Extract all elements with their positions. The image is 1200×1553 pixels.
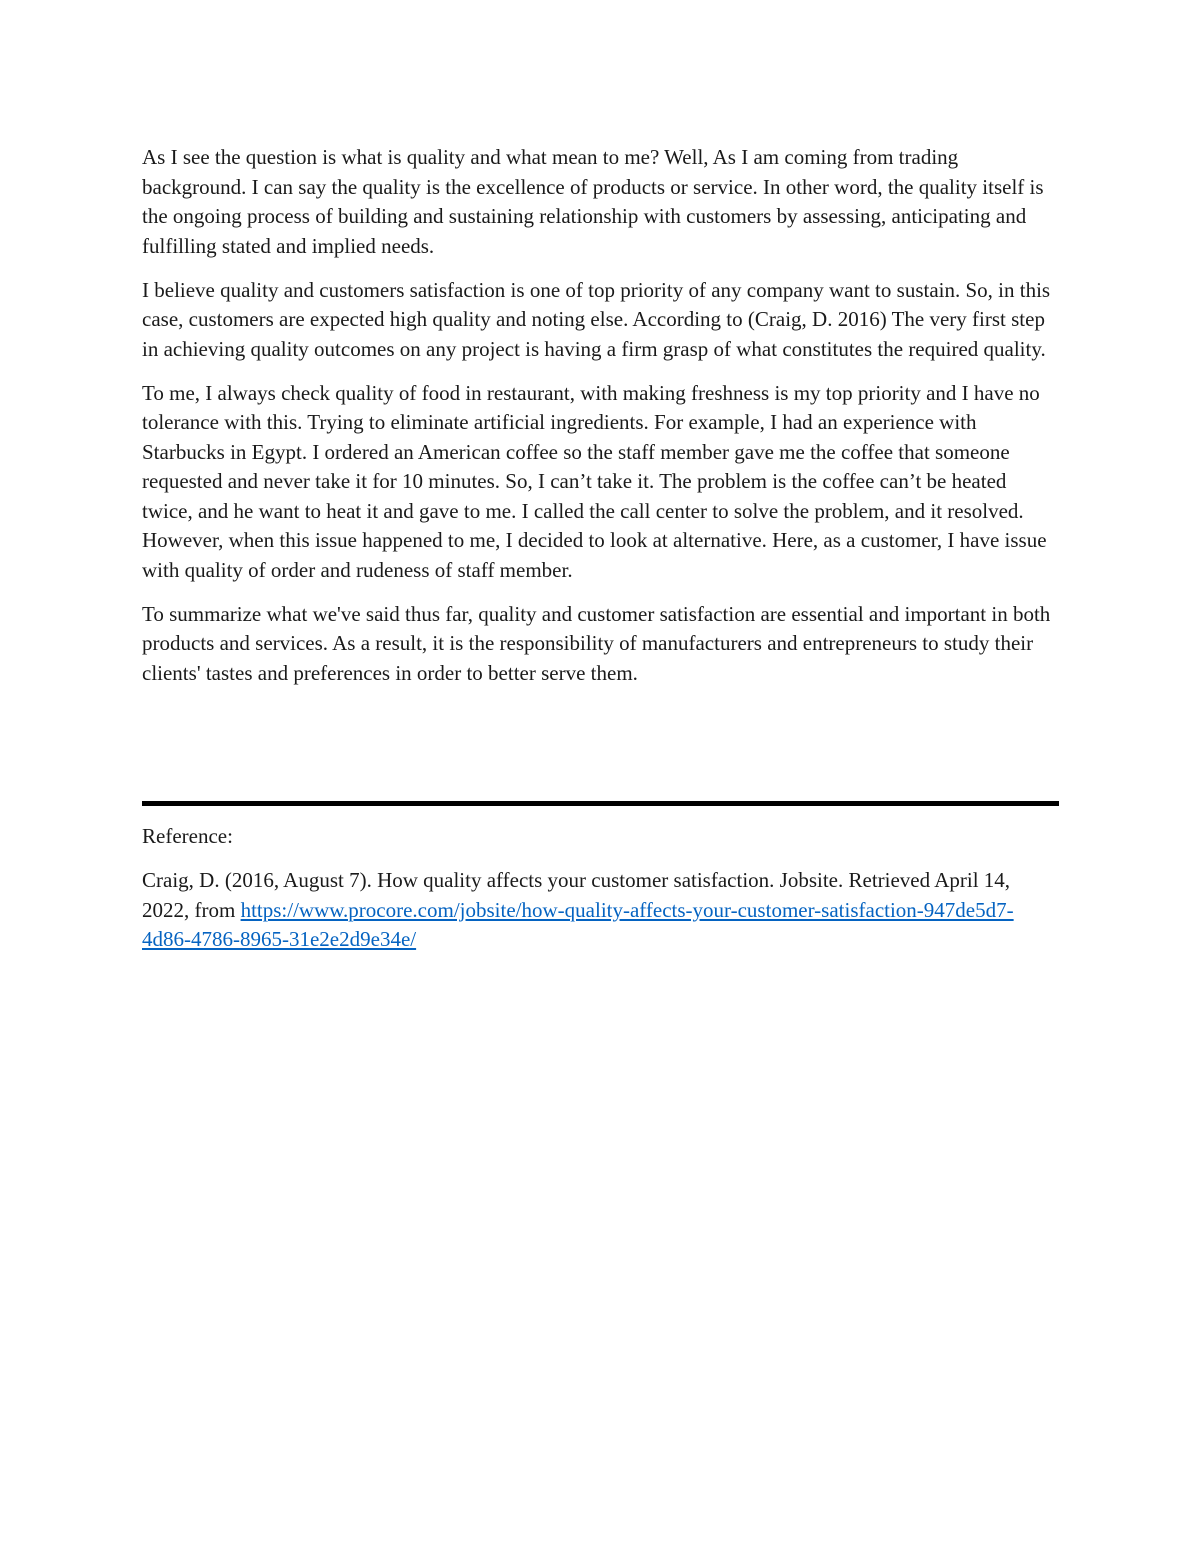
paragraph-priority: I believe quality and customers satisfaction is one of top priority of any company want to sustain. So, in this case, customers are expected high quality and noting else. According to (Craig, D. 2016) The very first step in achieving quality outcomes on any project is having a firm grasp of what constitutes the required quality. [142,277,1051,361]
paragraph-experience: To me, I always check quality of food in restaurant, with making freshness is my top priority and I have no tolerance with this. Trying to eliminate artificial ingredients. For example, I had an experience with Starbucks in Egypt. I ordered an American coffee so the staff member gave me the coffee that someone requested and never take it for 10 minutes. So, I can’t take it. The problem is the coffee can’t be heated twice, and he want to heat it and gave to me. I called the call center to solve the problem, and it resolved. However, when this issue happened to me, I decided to look at alternative. Here, as a customer, I have issue with quality of order and rudeness of staff member. [142,380,1047,582]
section-divider [142,801,1059,806]
essay-body [142,143,1060,703]
paragraph-intro: As I see the question is what is quality and what mean to me? Well, As I am coming from trading background. I can say the quality is the excellence of products or service. In other word, the quality itself is the ongoing process of building and sustaining relationship with customers by assessing, anticipating and fulfilling stated and implied needs. [142,145,1044,258]
reference-link[interactable]: https://www.procore.com/jobsite/how-quality-affects-your-customer-satisfaction-947de5d7-4d86-4786-8965-31e2e2d9e34e/ [142,897,1014,951]
reference-section [142,822,1060,969]
reference-citation: Craig, D. (2016, August 7). How quality affects your customer satisfaction. Jobsite. Retrieved April 14, 2022, from [142,868,1011,922]
reference-heading: Reference: [142,824,233,848]
reference-entry [142,866,1060,955]
paragraph-summary: To summarize what we've said thus far, quality and customer satisfaction are essential and important in both products and services. As a result, it is the responsibility of manufacturers and entrepreneurs to study their clients' tastes and preferences in order to better serve them. [142,601,1051,685]
